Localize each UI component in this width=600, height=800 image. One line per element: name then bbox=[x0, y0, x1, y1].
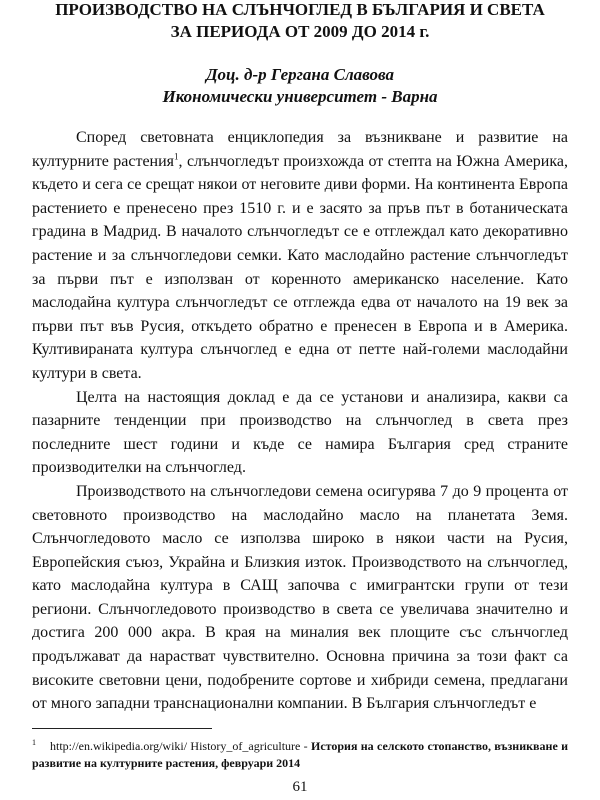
paragraph-2: Целта на настоящия доклад е да се установи и анализира, какви са пазарните тенденции при производство на слънчоглед в света през последните шест години и къде се намира България сред страните производителки на слънчоглед. bbox=[32, 388, 568, 477]
footnote-mark: 1 bbox=[32, 738, 36, 747]
paper-title-line-2 bbox=[10, 22, 590, 42]
footnote-reference[interactable]: 1 bbox=[174, 151, 179, 162]
body-text bbox=[32, 126, 568, 716]
footnote bbox=[32, 738, 568, 772]
page-number: 61 bbox=[292, 779, 308, 795]
footnote-text: История на селското стопанство, възникване и развитие на културните растения, февруари 2014 bbox=[32, 739, 568, 770]
footnote-url[interactable]: http://en.wikipedia.org/wiki/ History_of_agriculture bbox=[50, 739, 301, 753]
paper-title-line-1 bbox=[10, 0, 590, 20]
paragraph-1 bbox=[32, 126, 568, 386]
title-line-2: ЗА ПЕРИОДА ОТ 2009 ДО 2014 г. bbox=[170, 22, 430, 41]
title-line-1: ПРОИЗВОДСТВО НА СЛЪНЧОГЛЕД В БЪЛГАРИЯ И СВЕТА bbox=[55, 0, 545, 19]
paragraph-1-start: Според световната енциклопедия за възникване и развитие на културните растения bbox=[32, 129, 568, 170]
paragraph-3: Производството на слънчогледови семена осигурява 7 до 9 процента от световното производство на маслодайно масло на планетата Земя. Слънчогледовото масло се използва широко в някои части на Русия, Европейския съюз, Украйна и Близкия изток. Производството на слънчоглед, като маслодайна култура в САЩ започва с имигрантски групи от тези региони. Слънчогледовото производство в света се увеличава значително и достига 200 000 акра. В края на миналия век площите със слънчоглед продължават да нарастват чувствително. Основна причина за този факт са високите световни цени, подобрените сортове и хибриди семена, предлагани от много западни транснационални компании. В България слънчогледът е bbox=[32, 482, 568, 713]
author-affiliation: Икономически университет - Варна bbox=[162, 87, 438, 106]
footnote-separator: - bbox=[300, 739, 311, 753]
author-block bbox=[10, 64, 590, 108]
footnote-divider bbox=[32, 728, 212, 729]
paragraph-1-rest: , слънчогледът произхожда от степта на Южна Америка, където и сега се срещат някои от неговите диви форми. На континента Европа растението е пренесено през 1510 г. и е засято за пръв път в ботаническата градина в Мадрид. В началото слънчогледът се е отглеждал като декоративно растение и за слънчогледови семки. Като маслодайно растение слънчогледът за първи път е използван от коренното американско население. Като маслодайна култура слънчогледът се отглежда едва от началото на 19 век за първи път във Русия, откъдето обратно е пренесен в Европа и в Америка. Култивираната култура слънчоглед е една от петте най-големи маслодайни култури в света. bbox=[32, 152, 569, 382]
author-name: Доц. д-р Гергана Славова bbox=[205, 65, 395, 84]
